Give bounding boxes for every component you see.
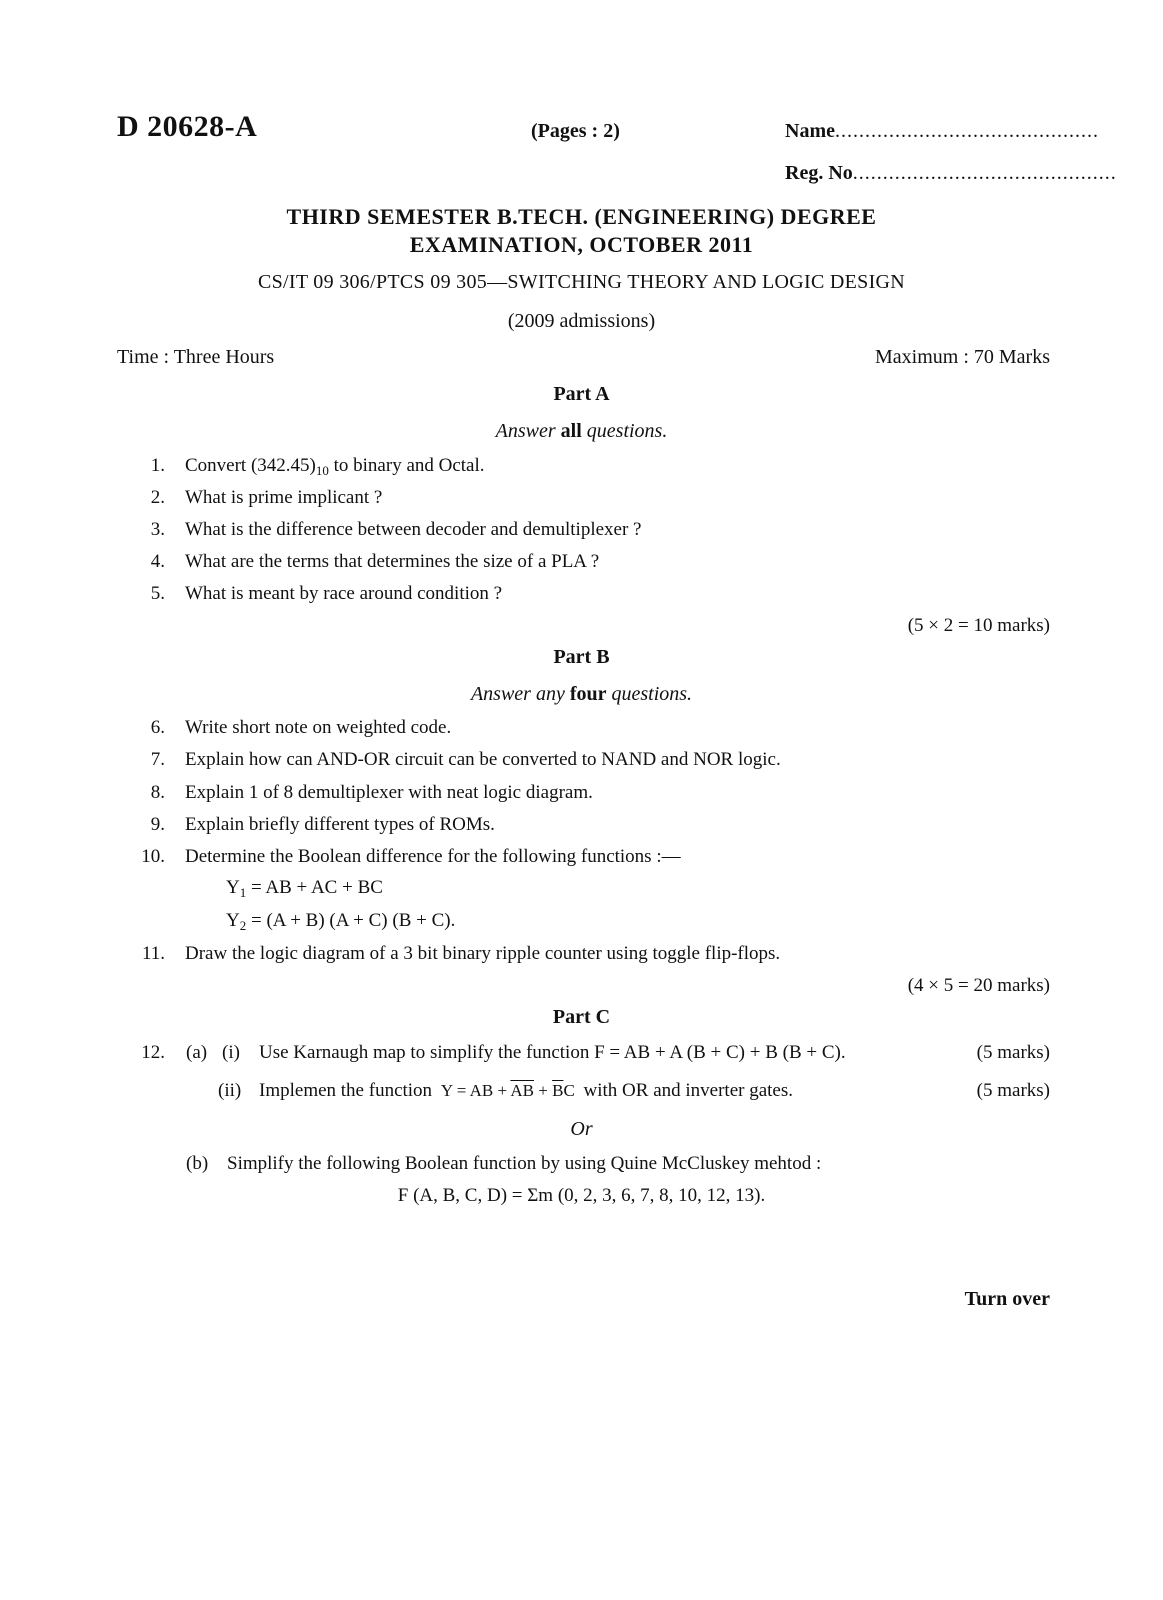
paper-code: D 20628-A <box>117 110 258 143</box>
question-text: Simplify the following Boolean function by using Quine McCluskey mehtod : <box>227 1153 822 1174</box>
subpart-ii-marks: (5 marks) <box>976 1080 1050 1101</box>
boolean-function: F (A, B, C, D) = Σm (0, 2, 3, 6, 7, 8, 10, 12, 13). <box>397 1185 766 1206</box>
turn-over: Turn over <box>964 1288 1050 1310</box>
question-number: 10. <box>141 846 165 867</box>
part-b-marks: (4 × 5 = 20 marks) <box>907 975 1050 996</box>
question-text: Explain briefly different types of ROMs. <box>185 814 495 835</box>
page-count: (Pages : 2) <box>531 120 620 142</box>
question-text: Explain 1 of 8 demultiplexer with neat logic diagram. <box>185 782 593 803</box>
reg-no-label: Reg. No <box>785 162 853 184</box>
question-text: Determine the Boolean difference for the following functions :— <box>185 846 681 867</box>
question-text: Draw the logic diagram of a 3 bit binary ripple counter using toggle flip-flops. <box>185 943 781 964</box>
question-text: What are the terms that determines the size of a PLA ? <box>185 551 600 572</box>
part-a-heading: Part A <box>553 383 610 405</box>
reg-no-field <box>785 162 1117 185</box>
part-a-instructions: Answer all questions. <box>495 420 668 442</box>
subject-title: CS/IT 09 306/PTCS 09 305—SWITCHING THEORY AND LOGIC DESIGN <box>257 271 906 293</box>
maximum-marks: Maximum : 70 Marks <box>875 346 1050 368</box>
question-number: 7. <box>150 749 165 770</box>
subquestion-b-label: (b) <box>186 1153 209 1174</box>
part-c-heading: Part C <box>552 1006 611 1028</box>
time-allowed: Time : Three Hours <box>117 346 275 368</box>
name-field <box>785 120 1099 143</box>
subpart-i-marks: (5 marks) <box>976 1042 1050 1063</box>
question-text: Explain how can AND-OR circuit can be converted to NAND and NOR logic. <box>185 749 781 770</box>
part-a-marks: (5 × 2 = 10 marks) <box>907 615 1050 636</box>
question-text: Use Karnaugh map to simplify the function F = AB + A (B + C) + B (B + C). <box>259 1042 846 1063</box>
admissions-note: (2009 admissions) <box>507 310 656 332</box>
question-number: 3. <box>150 519 165 540</box>
question-text: What is the difference between decoder and demultiplexer ? <box>185 519 642 540</box>
question-text: Convert $(342.45)_{10}$ to binary and Octal. <box>185 455 485 478</box>
question-number: 5. <box>150 583 165 604</box>
equation-y1: $Y_1$ = AB + AC + BC <box>226 877 383 900</box>
question-number: 1. <box>150 455 165 476</box>
name-label: Name <box>785 120 835 142</box>
name-dots: ............................................ <box>834 120 1099 142</box>
part-b-instructions: Answer any four questions. <box>470 683 693 705</box>
subpart-i-label: (i) <box>222 1042 240 1063</box>
question-text: What is prime implicant ? <box>185 487 383 508</box>
question-text: What is meant by race around condition ? <box>185 583 503 604</box>
exam-title-line2: EXAMINATION, OCTOBER 2011 <box>409 232 754 257</box>
question-number: 4. <box>150 551 165 572</box>
question-number: 11. <box>141 943 165 964</box>
question-number: 9. <box>150 814 165 835</box>
question-text: Implemen the function Y = AB + $\overline{AB} + \overline{B}C$ with OR and inverter gates. <box>259 1080 794 1101</box>
exam-title-line1: THIRD SEMESTER B.TECH. (ENGINEERING) DEGREE <box>286 204 877 229</box>
part-b-heading: Part B <box>553 646 610 668</box>
question-text: Write short note on weighted code. <box>185 717 452 738</box>
question-number: 8. <box>150 782 165 803</box>
question-number: 6. <box>150 717 165 738</box>
question-number: 2. <box>150 487 165 508</box>
or-separator: Or <box>570 1118 593 1140</box>
equation-y2: $Y_2 = (A + B) (A + C) (B + C)$. <box>226 910 456 933</box>
subquestion-a-label: (a) <box>186 1042 208 1063</box>
reg-no-dots: ............................................ <box>852 162 1117 184</box>
subpart-ii-label: (ii) <box>218 1080 242 1101</box>
ii-equation: Y = AB + $\overline{AB} + \overline{B}C$ <box>440 1081 575 1100</box>
question-number: 12. <box>141 1042 165 1063</box>
